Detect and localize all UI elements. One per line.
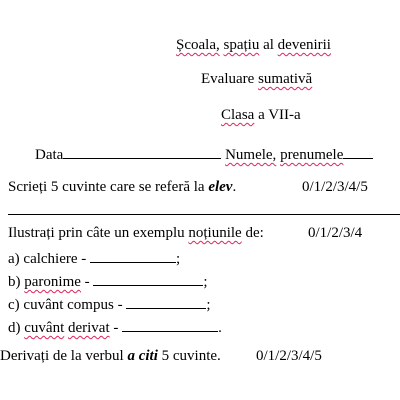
class-title-word-1: Clasa — [221, 107, 255, 123]
question-1-text: Scrieți 5 cuvinte care se referă la — [8, 179, 209, 195]
question-2-item-d — [8, 317, 222, 337]
item-a-dash: - — [77, 251, 91, 267]
school-title-word-4: devenirii — [277, 37, 331, 53]
question-2-text-c: de: — [241, 225, 264, 241]
item-c-term: cuvânt compus — [23, 297, 114, 313]
item-a-term: calchiere — [23, 251, 78, 267]
school-title-word-2: spațiu — [223, 37, 260, 53]
date-label: Data — [35, 147, 64, 163]
item-d-blank[interactable] — [122, 317, 218, 332]
class-title-word-2: a VII-a — [258, 107, 301, 123]
item-b-dash: - — [80, 274, 94, 290]
class-title — [221, 106, 301, 124]
item-a-blank[interactable] — [90, 248, 176, 263]
question-3 — [0, 347, 221, 365]
item-a-prefix: a) — [8, 251, 24, 267]
item-d-term-b: derivat — [67, 320, 110, 336]
evaluation-title — [201, 70, 312, 88]
question-3-text-c: 5 cuvinte. — [157, 348, 221, 364]
item-d-dash: - — [109, 320, 123, 336]
question-2 — [8, 224, 264, 242]
name-label-word-1: Numele, — [225, 147, 277, 163]
school-title — [176, 36, 331, 54]
item-b-prefix: b) — [8, 274, 25, 290]
answer-line-1[interactable] — [8, 214, 400, 215]
question-1 — [8, 178, 236, 196]
question-2-item-c — [8, 294, 210, 314]
item-c-prefix: c) — [8, 297, 24, 313]
question-2-text-a: Ilustrați prin câte un exemplu — [8, 225, 189, 241]
item-c-blank[interactable] — [126, 294, 206, 309]
item-d-term-a: cuvânt — [24, 320, 65, 336]
item-b-end: ; — [203, 274, 208, 290]
question-2-item-a — [8, 248, 180, 268]
item-a-end: ; — [176, 251, 181, 267]
question-2-text-b: noțiunile — [188, 225, 242, 241]
school-title-word-1: Școala, — [176, 37, 220, 53]
question-3-score: 0/1/2/3/4/5 — [256, 348, 322, 364]
question-1-keyword: elev — [208, 179, 233, 195]
name-blank[interactable] — [343, 144, 373, 159]
school-title-word-3: al — [263, 37, 274, 53]
item-c-end: ; — [206, 297, 211, 313]
item-d-end: . — [218, 320, 222, 336]
item-c-dash: - — [113, 297, 127, 313]
question-3-text-a: Derivați de la verbul — [0, 348, 128, 364]
evaluation-title-word-2: sumativă — [258, 71, 313, 87]
date-name-row — [35, 144, 373, 164]
question-2-item-b — [8, 271, 208, 291]
item-d-prefix: d) — [8, 320, 25, 336]
question-1-score: 0/1/2/3/4/5 — [302, 179, 368, 195]
question-3-keyword: a citi — [127, 348, 158, 364]
evaluation-title-word-1: Evaluare — [201, 71, 255, 87]
name-label-word-2: prenumele — [280, 147, 344, 163]
date-blank[interactable] — [63, 144, 221, 159]
question-2-score: 0/1/2/3/4 — [308, 225, 363, 241]
item-b-term: paronime — [24, 274, 81, 290]
item-b-blank[interactable] — [93, 271, 203, 286]
question-1-period: . — [232, 179, 237, 195]
